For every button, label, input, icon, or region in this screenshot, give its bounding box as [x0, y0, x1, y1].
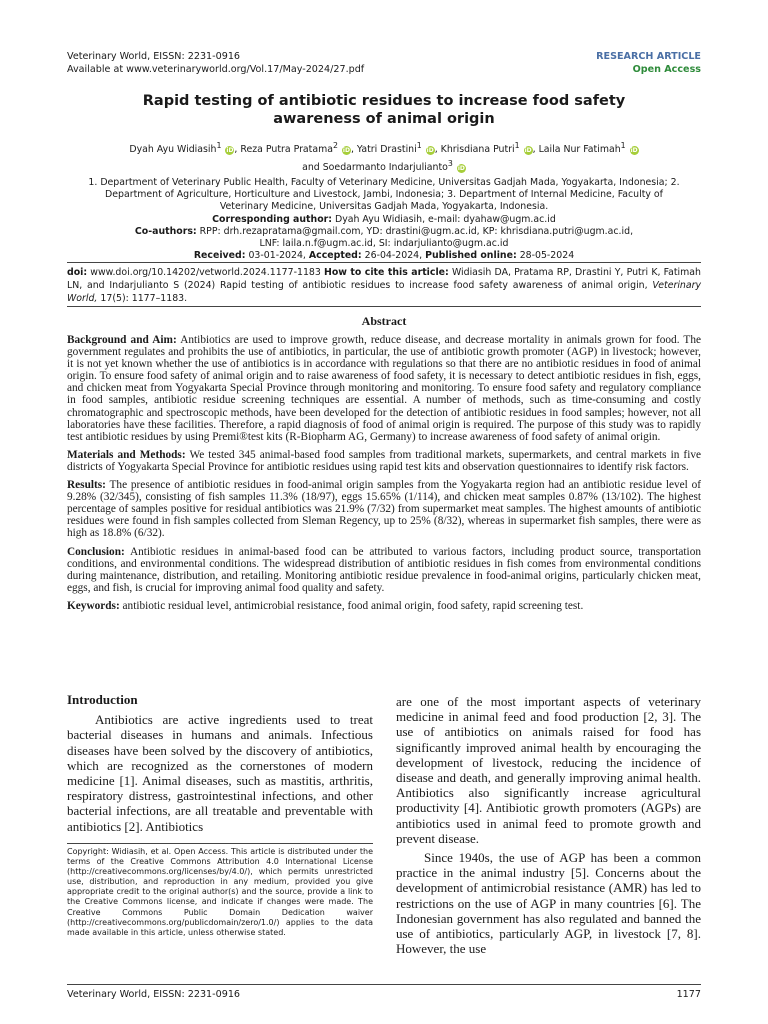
author-name: Dyah Ayu Widiasih: [129, 144, 217, 156]
cite-label: How to cite this article:: [324, 267, 449, 278]
affiliation-mark: 2: [332, 141, 338, 150]
divider: [67, 262, 701, 263]
affiliations-block: [80, 177, 688, 262]
cite-tail: 17(5): 1177–1183.: [100, 293, 188, 304]
abstract-body: [67, 334, 701, 618]
orcid-icon[interactable]: iD: [342, 147, 350, 155]
footer-divider: [67, 984, 701, 985]
section-label: Keywords:: [67, 599, 120, 612]
article-type-label: RESEARCH ARTICLE: [596, 51, 701, 62]
section-label: Conclusion:: [67, 545, 125, 558]
affiliation-mark: 1: [416, 141, 422, 150]
published-label: Published online:: [425, 250, 517, 262]
section-text: The presence of antibiotic residues in food-animal origin samples from the Yogyakarta region had an antibiotic residue level of 9.28% (32/345), consisting of fish samples 11.3% (18/97), eggs 15.65% (1/114), and chicken meat samples 0.87% (13/102). The highest percentage of samples positive for residual antibiotics was 21.9% (7/32) from supermarket meat samples. The highest amounts of antibiotic residues were found in fish samples collected from Sleman Regency, up to 25% (8/32), whereas in supermarket fish samples, there were as high as 18.8% (6/32).: [67, 479, 701, 540]
title-line-2: awareness of animal origin: [273, 111, 495, 127]
title-line-1: Rapid testing of antibiotic residues to increase food safety: [142, 93, 626, 109]
author-name: Yatri Drastini: [356, 144, 417, 156]
journal-issn: Veterinary World, EISSN: 2231-0916: [67, 51, 241, 62]
intro-paragraph: Antibiotics are active ingredients used to treat bacterial diseases in humans and animals. Infectious diseases have been solved by the discovery of antibiotics, which are recognized as the cornerstones of modern medicine [1]. Animal diseases, such as mastitis, arthritis, respiratory distress, gastrointestinal infections, and other bacterial infections, are all treatable and preventable with antibiotics [2]. Antibiotics: [67, 712, 373, 834]
section-label: Results:: [67, 479, 106, 492]
footer-journal: Veterinary World, EISSN: 2231-0916: [67, 989, 241, 1000]
abstract-conclusion: [67, 546, 701, 594]
coauthors-text: RPP: drh.rezapratama@gmail.com, YD: drastini@ugm.ac.id, KP: khrisdiana.putri@ugm.ac.id,: [199, 225, 634, 237]
affiliation-mark: 1: [216, 141, 222, 150]
abstract-heading: Abstract: [361, 314, 407, 328]
header-right: [596, 50, 701, 76]
received-label: Received:: [193, 250, 246, 262]
section-label: Background and Aim:: [67, 334, 177, 346]
author-name: Laila Nur Fatimah: [538, 144, 621, 156]
divider: [67, 306, 701, 307]
section-text: antibiotic residual level, antimicrobial resistance, food animal origin, food safety, rapid screening test.: [122, 599, 584, 612]
received-date: 03-01-2024,: [248, 250, 306, 262]
open-access-label: Open Access: [632, 64, 701, 75]
header-left: [67, 50, 364, 76]
orcid-icon[interactable]: iD: [630, 147, 638, 155]
cite-text: Widiasih DA, Pratama RP, Drastini Y, Putri K, Fatimah LN, and Indarjulianto S (2024) Rapid testing of antibiotic residues to increase food safety awareness of animal origin,: [67, 267, 701, 291]
doi-label: doi:: [67, 267, 88, 278]
orcid-icon[interactable]: iD: [226, 147, 234, 155]
corresponding-text: Dyah Ayu Widiasih, e-mail: dyahaw@ugm.ac.id: [335, 213, 556, 225]
article-title: [67, 92, 701, 128]
section-label: Materials and Methods:: [67, 448, 186, 461]
doi-link[interactable]: www.doi.org/10.14202/vetworld.2024.1177-1183: [90, 267, 321, 278]
doi-citation: [67, 266, 701, 305]
section-text: Antibiotics are used to improve growth, reduce disease, and decrease mortality in animals grown for food. The government regulates and prohibits the use of antibiotics, in particular, the use of antibiotic growth promoter (AGP) in livestock; however, it is not yet known whether the use of antibiotics is in accordance with regulations so that there are no antibiotic residues in food of animal origin. To ensure food safety of animal origin and to raise awareness of food safety, it is necessary to detect antibiotic residues in fish, eggs, and chicken meat from Yogyakarta Special Province through monitoring and monitoring. To ensure food safety and regulatory compliance in food samples, antibiotic residue screening techniques are essential. A number of methods, such as time-consuming and costly chromatographic and spectroscopic methods, have been developed for the detection of antibiotic residues in food samples; however, not all laboratories have these facilities. Therefore, a rapid diagnosis of food of animal origin is required. The purpose of this study was to rapidly test antibiotic residues by using Premi®test kits (R-Biopharm AG, Germany) to increase awareness of food safety of animal origin.: [67, 334, 701, 443]
divider: [67, 843, 373, 844]
right-column: [396, 694, 701, 956]
cite-journal: Veterinary World,: [67, 280, 702, 304]
author-name: Soedarmanto Indarjulianto: [322, 162, 448, 174]
author-name: Reza Putra Pratama: [240, 144, 333, 156]
corresponding-author: [80, 214, 688, 226]
copyright-notice: Copyright: Widiasih, et al. Open Access. This article is distributed under the terms of the Creative Commons Attribution 4.0 International License (http://creativecommons.org/licenses/by/4.0/), which permits unrestricted use, distribution, and reproduction in any medium, provided you give appropriate credit to the original author(s) and the source, provide a link to the Creative Commons license, and indicate if changes were made. The Creative Commons Public Domain Dedication waiver (http://creativecommons.org/publicdomain/zero/1.0/) applies to the data made available in this article, unless otherwise stated.: [67, 847, 373, 937]
coauthors-text-2: LNF: laila.n.f@ugm.ac.id, SI: indarjulianto@ugm.ac.id: [259, 238, 509, 250]
abstract-results: [67, 479, 701, 539]
coauthors: [80, 226, 688, 238]
corresponding-label: Corresponding author:: [212, 213, 333, 225]
introduction-heading: Introduction: [67, 692, 138, 707]
accepted-label: Accepted:: [308, 250, 362, 262]
affiliation-mark: 1: [620, 141, 626, 150]
author-list: Dyah Ayu Widiasih$^1$ iD, Reza Putra Pratama$^2$ iD, Yatri Drastini$^1$ iD, Khrisdiana Putri$^1$ iD, Laila Nur Fatimah$^1$ iD and Soedarmanto Indarjulianto$^3$ iD: [129, 141, 638, 174]
accepted-date: 26-04-2024,: [364, 250, 423, 262]
orcid-icon[interactable]: iD: [524, 147, 532, 155]
article-dates: [80, 250, 688, 262]
abstract-keywords: [67, 600, 701, 612]
affiliations-text: 1. Department of Veterinary Public Health, Faculty of Veterinary Medicine, Universitas Gadjah Mada, Yogyakarta, Indonesia; 2. Department of Agriculture, Horticulture and Livestock, Jambi, Indonesia; 3. Department of Internal Medicine, Faculty of Veterinary Medicine, Universitas Gadjah Mada, Yogyakarta, Indonesia.: [88, 177, 680, 213]
coauthors-label: Co-authors:: [134, 225, 197, 237]
published-date: 28-05-2024: [519, 250, 575, 262]
affiliation-mark: 1: [514, 141, 520, 150]
abstract-background: [67, 334, 701, 443]
orcid-icon[interactable]: iD: [426, 147, 434, 155]
intro-paragraph: are one of the most important aspects of veterinary medicine in animal feed and food production [2, 3]. The use of antibiotics on animals raised for food has significantly improved animal health by encouraging the development of livestock, reducing the incidence of disease and death, and generally improving animal health. Antibiotics also significantly increase agricultural productivity [4]. Antibiotic growth promoters (AGPs) are antibiotics used in animal feed to promote growth and prevent disease.: [396, 694, 701, 846]
article-url[interactable]: Available at www.veterinaryworld.org/Vol.17/May-2024/27.pdf: [67, 64, 365, 75]
section-text: Antibiotic residues in animal-based food can be attributed to various factors, including product source, transportation conditions, and environmental conditions. The widespread distribution of antibiotic residues in fish comes from environmental conditions during maintenance, distribution, and retailing. Monitoring antibiotic residue prevalence in food-animal origins, particularly chicken meat, eggs, and fish, is crucial for improving animal food quality and safety.: [67, 545, 701, 594]
intro-paragraph: Since 1940s, the use of AGP has been a common practice in the animal industry [5]. Concerns about the development of antimicrobial resistance (AMR) has led to restrictions on the use of AGP in many countries [6]. The Indonesian government has also regulated and banned the use of antibiotics, particularly AGP, in livestock [7, 8]. However, the use: [396, 850, 701, 957]
orcid-icon[interactable]: iD: [457, 165, 465, 173]
section-text: We tested 345 animal-based food samples from traditional markets, supermarkets, and central markets in five districts of Yogyakarta Special Province for antibiotic residues using rapid test kits and observation questionnaires to identify risk factors.: [67, 448, 701, 473]
abstract-methods: [67, 449, 701, 473]
author-name: Khrisdiana Putri: [440, 144, 515, 156]
affiliation-mark: 3: [447, 159, 453, 169]
authors-and: and: [302, 162, 320, 174]
left-column: [67, 692, 373, 834]
page-number: 1177: [676, 989, 701, 1000]
